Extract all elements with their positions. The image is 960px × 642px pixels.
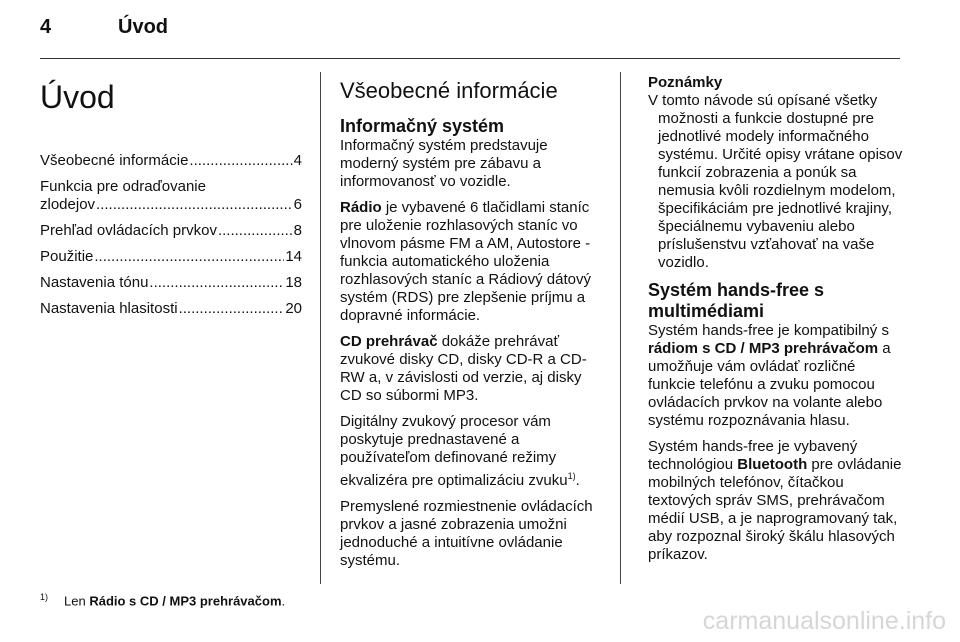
toc-entry-leader-line — [40, 196, 302, 214]
paragraph-handsfree-2-b: pre ovládanie mobilných telefónov, čítačkou textových správ SMS, prehrávačom médií USB, a je naprogramovaný tak, aby rozpoznal široký škálu hlasových príkazov. — [648, 456, 902, 563]
bold-term-cd: CD prehrávač — [340, 333, 438, 350]
bold-term-bluetooth: Bluetooth — [737, 456, 808, 473]
toc-entry-leader-line — [40, 300, 302, 318]
toc-entry-page: 20 — [285, 300, 302, 317]
footnote-ref: 1) — [567, 471, 576, 481]
toc-entry[interactable] — [40, 152, 302, 170]
toc-entry-page: 4 — [293, 152, 302, 169]
paragraph-dsp-end: . — [575, 472, 580, 489]
toc-entry-title: zlodejov — [40, 196, 96, 213]
toc-entry[interactable] — [40, 178, 302, 214]
toc-leader-dots — [94, 248, 284, 266]
paragraph-cd — [340, 333, 602, 405]
content-column — [340, 72, 602, 578]
right-column — [648, 72, 903, 572]
paragraph-intro: Informačný systém predstavuje moderný systém pre zábavu a informovanosť vo vozidle. — [340, 137, 548, 190]
section-title: Všeobecné informácie — [340, 78, 558, 103]
subsection-title-infosystem: Informačný systém — [340, 116, 505, 136]
note-first-line: V tomto návode sú opísané všetky — [648, 92, 878, 109]
paragraph-handsfree-2-a: Systém hands-free je vybavený technológiou — [648, 438, 858, 473]
toc-leader-dots — [189, 152, 292, 170]
paragraph-handsfree-2 — [648, 438, 903, 564]
toc-entry[interactable] — [40, 222, 302, 240]
subsection-title-handsfree: Systém hands-free s multimédiami — [648, 280, 825, 321]
paragraph-radio — [340, 199, 602, 325]
toc-leader-dots — [96, 196, 293, 214]
toc-entry-page: 6 — [293, 196, 302, 213]
watermark: carmanualsonline.info — [702, 607, 946, 635]
toc-list — [40, 152, 302, 318]
paragraph-dsp — [340, 413, 602, 490]
paragraph-layout: Premyslené rozmiestnenie ovládacích prvkov a jasné zobrazenia umožni jednoduché a intuitívne ovládanie systému. — [340, 498, 593, 569]
footnote-mark: 1) — [40, 592, 49, 602]
header-divider — [40, 58, 900, 59]
toc-entry-leader-line — [40, 222, 302, 240]
footnote — [40, 592, 285, 608]
toc-entry-line: Funkcia pre odraďovanie — [40, 178, 206, 195]
paragraph-dsp-text: Digitálny zvukový procesor vám poskytuje prednastavené a používateľom definované režimy ekvalizéra pre optimalizáciu zvuku — [340, 413, 568, 489]
bold-term-radio: Rádio — [340, 199, 382, 216]
toc-entry[interactable] — [40, 274, 302, 292]
paragraph-cd-text: dokáže prehrávať zvukové disky CD, disky CD-R a CD-RW a, v závislosti od verzie, aj disky CD so súbormi MP3. — [340, 333, 587, 404]
toc-entry-title: Nastavenia tónu — [40, 274, 149, 291]
toc-entry-page: 8 — [293, 222, 302, 239]
footnote-bold: Rádio s CD / MP3 prehrávačom — [89, 593, 282, 609]
toc-entry-title: Všeobecné informácie — [40, 152, 189, 169]
toc-entry-leader-line — [40, 152, 302, 170]
toc-leader-dots — [149, 274, 284, 292]
paragraph-handsfree-1 — [648, 322, 903, 430]
chapter-title: Úvod — [40, 79, 115, 115]
paragraph-handsfree-1-b: a umožňuje vám ovládať rozličné funkcie telefónu a zvuku pomocou ovládacích prvkov na volante alebo systému rozpoznávania hlasu. — [648, 340, 891, 429]
toc-entry[interactable] — [40, 300, 302, 318]
toc-column — [40, 72, 302, 326]
toc-entry-title: Použitie — [40, 248, 94, 265]
note-body — [648, 92, 903, 272]
bold-term-radio-cd: rádiom s CD / MP3 prehrávačom — [648, 340, 879, 357]
column-divider-2 — [620, 72, 621, 584]
paragraph-radio-text: je vybavené 6 tlačidlami staníc pre uloženie rozhlasových staníc vo vlnovom pásme FM a AM, Autostore - funkcia automatického uloženia rozhlasových staníc a Rádiový dátový systém (RDS) pre zlepšenie príjmu a dopravné informácie. — [340, 199, 591, 324]
toc-leader-dots — [179, 300, 285, 318]
footnote-suffix: . — [281, 593, 286, 609]
footnote-prefix: Len — [64, 593, 90, 609]
note-rest: možnosti a funkcie dostupné pre jednotlivé modely informačného systému. Určité opisy vrátane opisov funkcií zobrazenia a ponúk sa nemusia kvôli rozdielnym modelom, špecifikáciám pre jednotlivé krajiny, špeciálnemu vybaveniu alebo príslušenstvu vzťahovať na vaše vozidlo. — [658, 110, 903, 271]
page-number: 4 — [40, 16, 52, 38]
toc-entry-leader-line — [40, 274, 302, 292]
paragraph-handsfree-1-a: Systém hands-free je kompatibilný s — [648, 322, 889, 339]
toc-leader-dots — [218, 222, 293, 240]
column-divider-1 — [320, 72, 321, 584]
toc-entry-title: Prehľad ovládacích prvkov — [40, 222, 217, 239]
toc-entry-page: 14 — [285, 248, 302, 265]
toc-entry-leader-line — [40, 248, 302, 266]
page-header — [40, 16, 900, 58]
toc-entry-title: Nastavenia hlasitosti — [40, 300, 178, 317]
toc-entry[interactable] — [40, 248, 302, 266]
running-title: Úvod — [118, 16, 168, 38]
note-title: Poznámky — [648, 74, 723, 91]
toc-entry-page: 18 — [285, 274, 302, 291]
